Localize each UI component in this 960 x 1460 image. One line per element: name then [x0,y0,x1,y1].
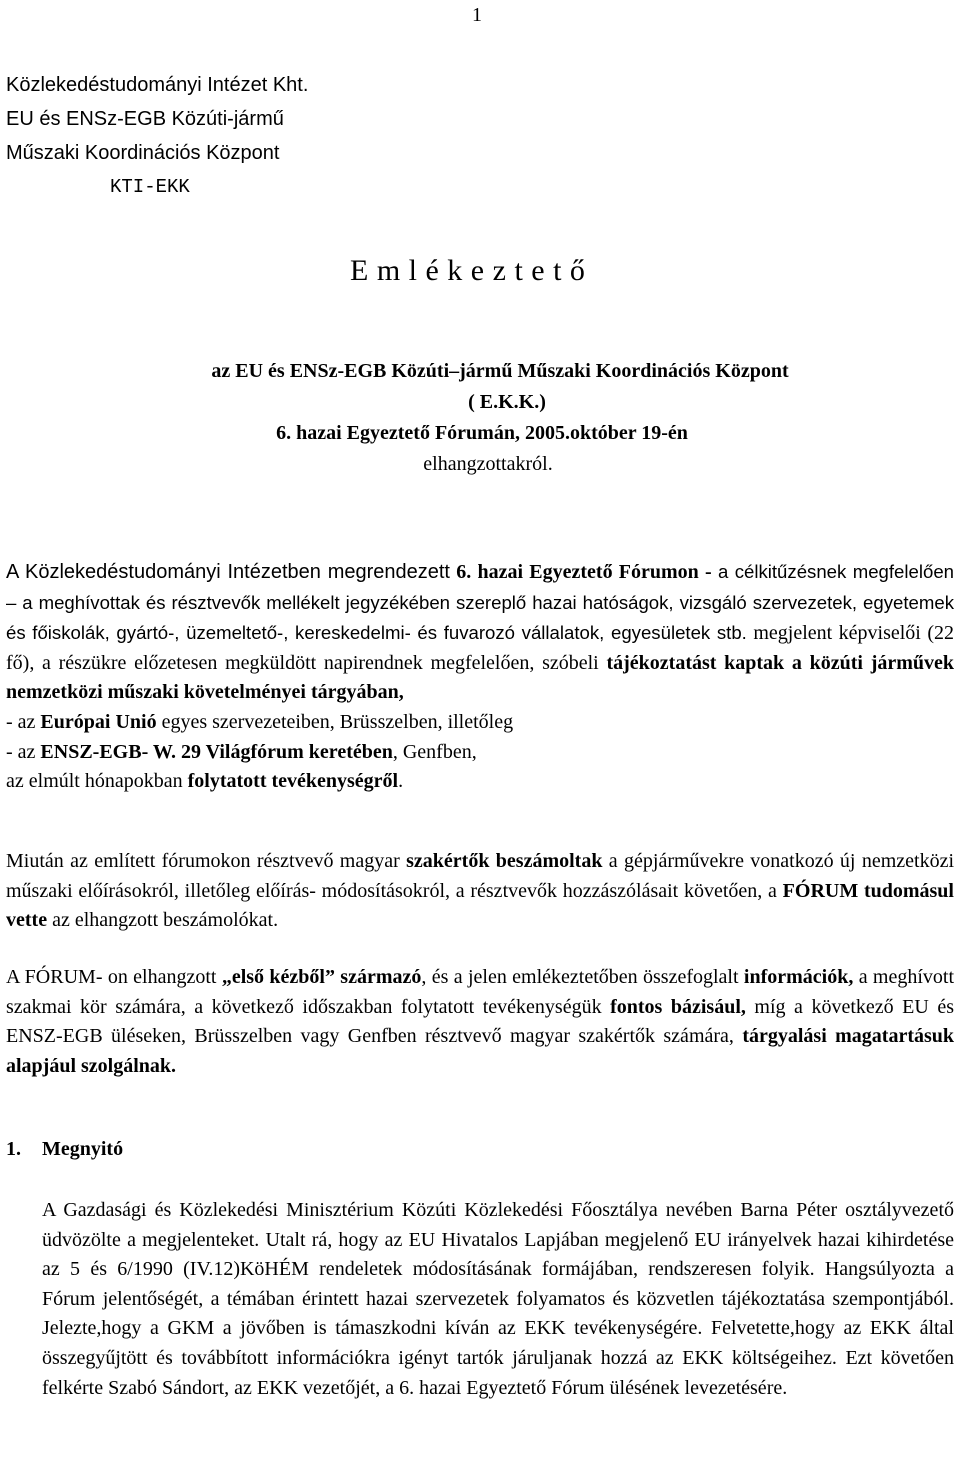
intro-topic: tájékoztatást kaptak a közúti járművek nemzetközi műszaki követelményei tárgyában, [6,651,955,704]
page-number: 1 [472,4,482,26]
experts-lead: Miután az említett fórumokon résztvevő magyar [6,850,400,872]
subtitle-line-2: ( E.K.K.) [468,391,546,413]
paragraph-experts [6,847,954,936]
intro-end: . [398,770,404,793]
section-1-title: Megnyitó [42,1138,124,1160]
info-basis: fontos bázisául, [610,995,746,1018]
intro-bullet-2-rest: , Genfben, [392,740,477,763]
document-title: E m l é k e z t e t ő [350,254,586,287]
forum-name: 6. hazai Egyeztető Fórumon - [456,561,712,583]
header-line-acronym: KTI-EKK [110,176,190,198]
section-1-text: A Gazdasági és Közlekedési Minisztérium Közúti Közlekedési Főosztálya nevében Barna Péter osztályvezető üdvözölte a megjelenteket. Utalt rá, hogy az EU Hivatalos Lapjában megjelenő EU irányelvek hazai kihirdetése az 5 és 6/1990 (IV.12)KöHÉM rendeletek módosításának formájában, rendszeresen folyik. Hangsúlyozta a Fórum jelentőségét, a témában érintett hazai szervezetek folyamatos és közvetlen tájékoztatása szempontjából. Jelezte,hogy a GKM a jövőben is támaszkodni kíván az EKK tevékenységére. Felvetette,hogy az EKK által összegyűjtött és továbbított információkra igényt tartók járuljanak hozzá az EKK költségeihez. Ezt követően felkérte Szabó Sándort, az EKK vezetőjét, a 6. hazai Egyeztető Fórum ülésének levezetésére. [42,1199,954,1399]
subtitle-line-4: elhangzottakról. [423,453,553,475]
subtitle-line-1: az EU és ENSz-EGB Közúti–jármű Műszaki Koordinációs Központ [211,360,789,382]
intro-period: az elmúlt hónapokban [6,770,183,793]
info-experts: míg a következő EU és ENSZ-EGB üléseken, Brüsszelben vagy Genfben résztvevő magyar szakértők számára, [6,995,955,1048]
intro-bullet-1-prefix: - az [6,710,36,733]
section-1-heading [6,1138,123,1161]
intro-bullet-1-rest: egyes szervezeteiben, Brüsszelben, illetőleg [161,710,514,733]
paragraph-information [6,963,954,1081]
header-line-center: EU és ENSz-EGB Közúti-jármű [6,108,284,130]
info-lead: A FÓRUM- on elhangzott [6,966,217,988]
intro-participants: a célkitűzésnek megfelelően – a meghívottak és résztvevők mellékelt jegyzékében szereplő hazai hatóságok, vizsgáló szervezetek, egyetemek és főiskolák, gyártó-, üzemeltető-, kereskedelmi- és fuvarozó vállalatok, egyesületek stb. [6,561,955,644]
info-summary: , és a jelen emlékeztetőben összefoglalt [421,966,739,988]
intro-activity: folytatott tevékenységről [187,770,399,793]
experts-end: az elhangzott beszámolókat. [52,909,279,932]
experts-body: a gépjárművekre vonatkozó új nemzetközi műszaki előírásokról, illetőleg előírás- módosításokról, a résztvevők hozzászólásait követően, a [6,850,955,902]
document-subtitle [0,356,960,480]
info-negotiation: tárgyalási magatartásuk alapjául szolgálnak. [6,1025,955,1077]
intro-lead: A Közlekedéstudományi Intézetben megrendezett [6,561,450,583]
paragraph-intro [6,557,954,797]
info-word: információk, [743,966,854,988]
subtitle-line-3: 6. hazai Egyeztető Fórumán, 2005.október 19-én [276,422,688,444]
institution-header [6,68,308,204]
forum-acknowledged: FÓRUM tudomásul vette [6,879,954,932]
info-firsthand: „első kézből” származó [221,966,422,988]
intro-representatives: megjelent képviselői (22 fő), a részükre előzetesen megküldött napirendnek megfelelően, szóbeli [6,622,955,674]
info-audience: a meghívott szakmai kör számára, a következő időszakban folytatott tevékenységük [6,966,955,1018]
intro-bullet-1-eu: Európai Unió [40,710,157,733]
section-1-number: 1. [6,1138,21,1160]
intro-bullet-2-prefix: - az [6,740,36,763]
experts-reported: szakértők beszámoltak [406,850,603,872]
header-line-institute: Közlekedéstudományi Intézet Kht. [6,74,309,96]
header-line-coordination: Műszaki Koordinációs Központ [6,142,280,164]
intro-bullet-2-unece: ENSZ-EGB- W. 29 Világfórum keretében [40,740,393,763]
